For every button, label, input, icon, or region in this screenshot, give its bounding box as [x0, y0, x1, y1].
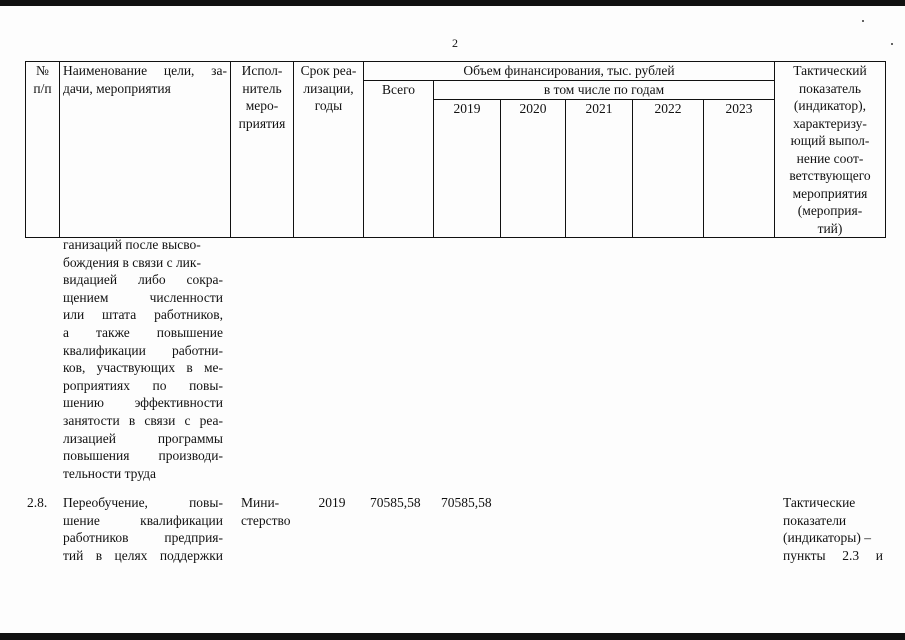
scan-bottom-border — [0, 633, 905, 640]
header-year-2020: 2020 — [501, 100, 566, 238]
header-term: Срок реа- лизации, годы — [294, 62, 364, 238]
header-year-2019: 2019 — [434, 100, 501, 238]
header-funding: Объем финансирования, тыс. рублей — [364, 62, 775, 81]
header-name: Наименование цели, за-дачи, мероприятия — [60, 62, 231, 238]
scan-speck — [862, 20, 864, 22]
header-year-2021: 2021 — [566, 100, 633, 238]
scan-speck — [891, 43, 893, 45]
page-number: 2 — [452, 36, 458, 50]
row-2-8-year-2019: 70585,58 — [441, 495, 492, 510]
row-2-8-indicator: Тактические показатели (индикаторы) – пункты 2.3 и — [783, 495, 883, 563]
header-total: Всего — [364, 80, 434, 238]
scan-top-border — [0, 0, 905, 6]
header-year-2022: 2022 — [633, 100, 704, 238]
row-2-8-term: 2019 — [318, 495, 346, 510]
row-2-8-number: 2.8. — [27, 495, 48, 510]
row-2-8-name: Переобучение, повы- шение квалификации работников предприя- тий в целях поддержки — [63, 495, 223, 563]
header-num: № п/п — [26, 62, 60, 238]
header-by-years: в том числе по годам — [434, 80, 775, 100]
header-year-2023: 2023 — [704, 100, 775, 238]
table-header — [25, 61, 886, 238]
row-2-8-total: 70585,58 — [370, 495, 421, 510]
row-2-8-executor: Мини- стерство — [241, 495, 291, 528]
header-executor: Испол- нитель меро- приятия — [231, 62, 294, 238]
continuation-text: ганизаций после высво- бождения в связи с лик- видацией либо сокра- щением численности или штата работников, а также повышение квалификации работни- ков, участвующих в ме- роприятиях по повы- шению эффективности занятости в связи с реа- лизацией программы повышения производи- тельности труда — [63, 237, 223, 481]
header-indicator: Тактический показатель (индикатор), характеризу- ющий выпол- нение соот- ветствующего мероприятия (мероприя- тий) — [775, 62, 886, 238]
